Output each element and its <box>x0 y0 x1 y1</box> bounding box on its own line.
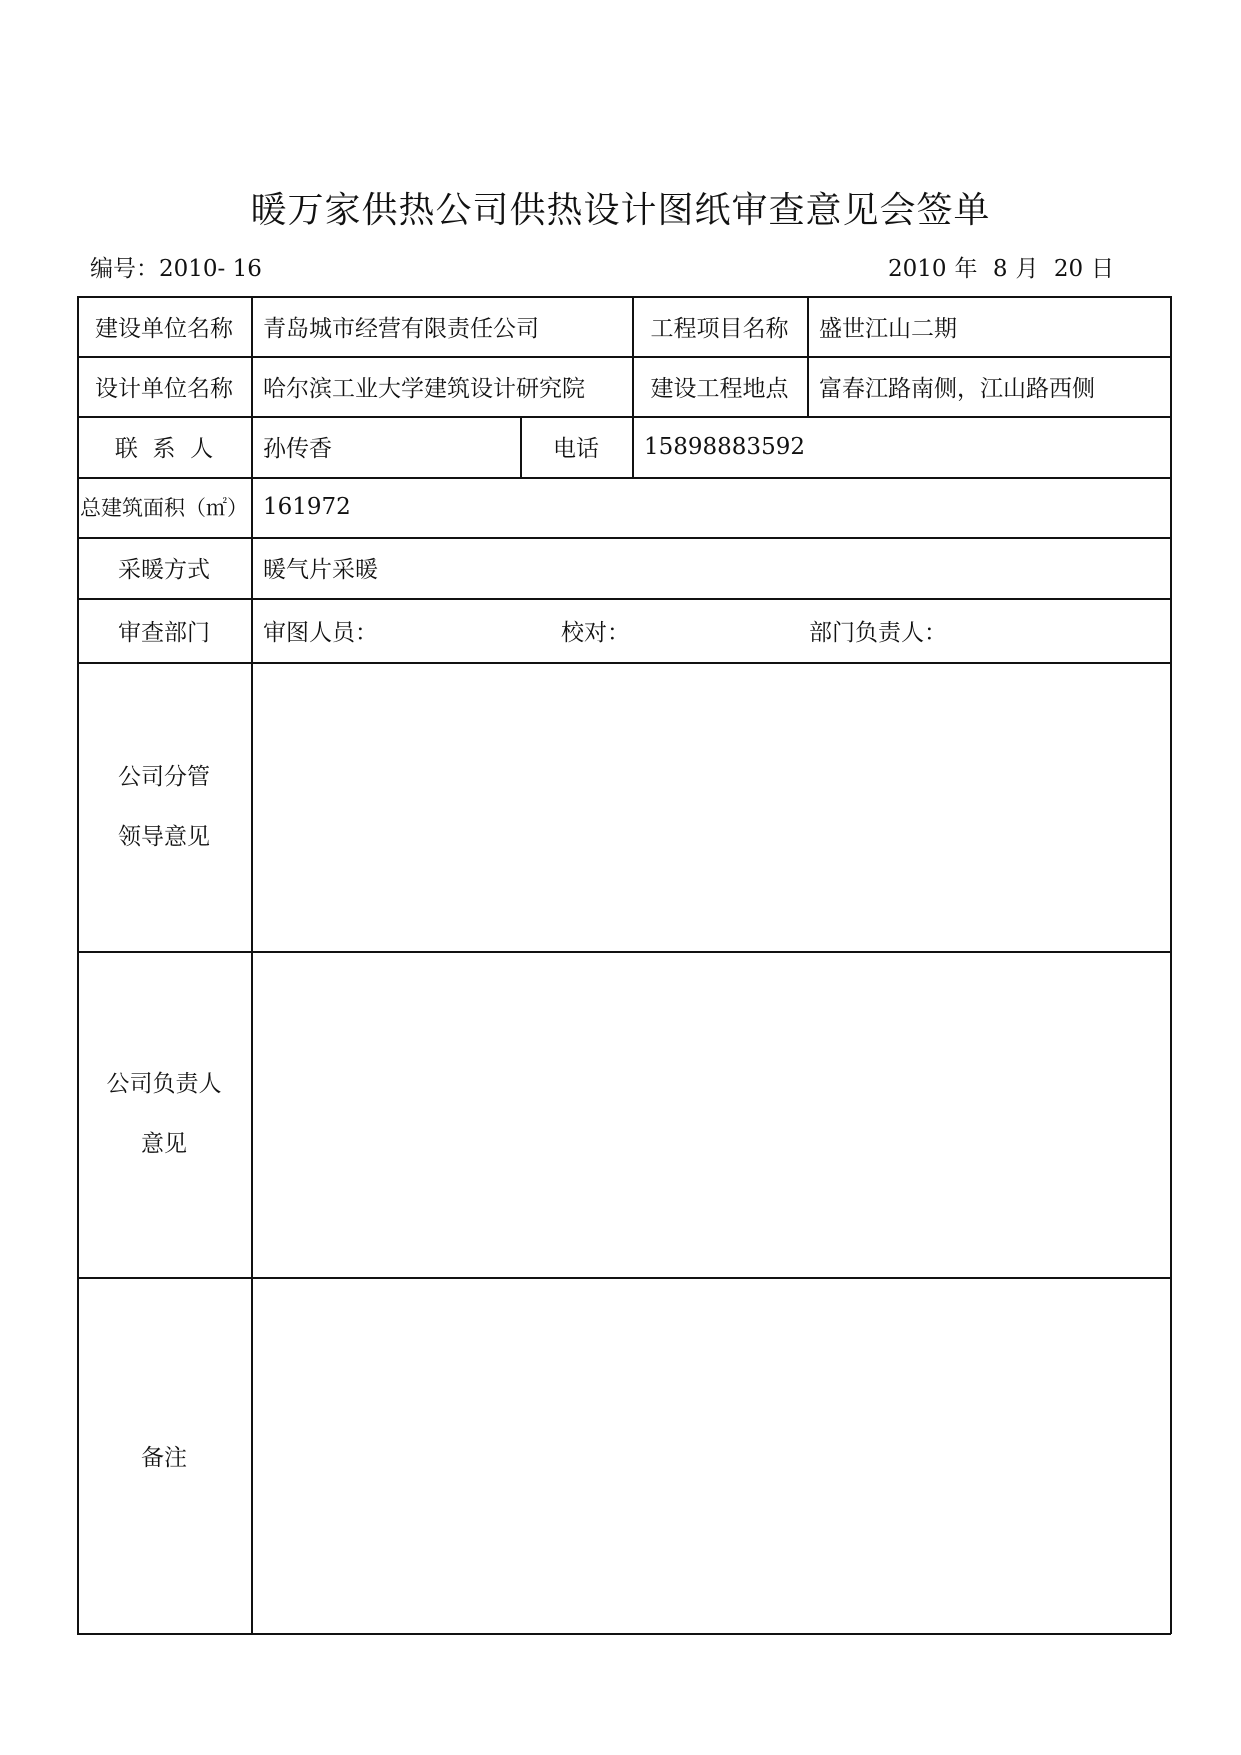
heating-label: 采暖方式 <box>118 557 210 583</box>
project-name-value: 盛世江山二期 <box>819 315 957 342</box>
design-unit-value: 哈尔滨工业大学建筑设计研究院 <box>263 375 585 402</box>
proofread-label: 校对： <box>561 619 630 646</box>
remarks-label: 备注 <box>141 1444 187 1471</box>
leader-opinion-label <box>77 662 251 951</box>
contact-label: 联 系 人 <box>114 436 214 462</box>
design-unit-label: 设计单位名称 <box>95 375 233 402</box>
heating-value: 暖气片采暖 <box>263 557 378 583</box>
construction-unit-label: 建设单位名称 <box>95 315 233 342</box>
leader-opinion-line1: 公司分管 <box>118 763 210 790</box>
project-location-label: 建设工程地点 <box>650 375 789 402</box>
contact-value: 孙传香 <box>263 436 332 462</box>
project-location-value: 富春江路南侧，江山路西侧 <box>819 375 1095 402</box>
date-month: 8 <box>992 256 1008 282</box>
table-border-bottom <box>77 1633 1171 1635</box>
project-name-label: 工程项目名称 <box>650 315 789 342</box>
page-title: 暖万家供热公司供热设计图纸审查意见会签单 <box>250 190 991 231</box>
review-dept-label: 审查部门 <box>118 619 210 646</box>
head-opinion-label <box>77 951 251 1277</box>
review-dept-fields <box>251 598 1170 662</box>
head-opinion-line1: 公司负责人 <box>106 1071 222 1097</box>
reviewer-label: 审图人员： <box>263 619 378 646</box>
area-value: 161972 <box>263 494 351 520</box>
phone-label: 电话 <box>553 436 599 462</box>
date-day: 20 <box>1053 256 1084 282</box>
remarks-field[interactable] <box>251 1277 1170 1633</box>
table-border-right <box>1170 296 1172 1634</box>
leader-opinion-field[interactable] <box>251 662 1170 951</box>
date <box>888 250 1122 283</box>
head-opinion-field[interactable] <box>251 951 1170 1277</box>
area-label: 总建筑面积（㎡） <box>80 496 248 520</box>
construction-unit-value: 青岛城市经营有限责任公司 <box>263 315 539 342</box>
leader-opinion-line2: 领导意见 <box>118 823 210 850</box>
head-opinion-line2: 意见 <box>141 1131 187 1157</box>
dept-head-label: 部门负责人： <box>809 619 947 646</box>
date-month-unit: 月 <box>1015 256 1039 282</box>
phone-value: 15898883592 <box>644 433 805 460</box>
date-year: 2010 <box>888 256 947 282</box>
date-day-unit: 日 <box>1091 256 1115 282</box>
serial-number: 编号：2010- 16 <box>90 256 262 282</box>
date-year-unit: 年 <box>954 256 978 282</box>
